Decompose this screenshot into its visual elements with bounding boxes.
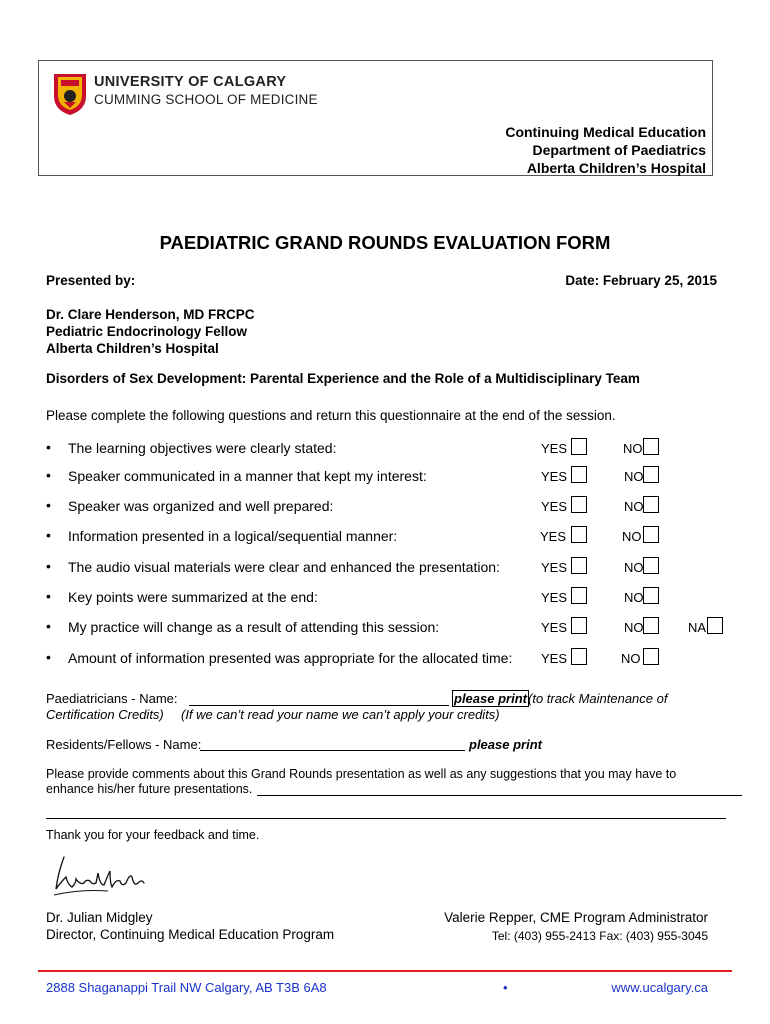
bullet: • bbox=[46, 527, 51, 543]
no-checkbox[interactable] bbox=[643, 496, 659, 513]
dept-line-2: Department of Paediatrics bbox=[532, 142, 706, 158]
director-title: Director, Continuing Medical Education Program bbox=[46, 927, 335, 942]
yes-label: YES bbox=[541, 620, 568, 635]
school-name: CUMMING SCHOOL OF MEDICINE bbox=[94, 92, 318, 107]
footer-rule bbox=[38, 970, 732, 972]
presentation-topic: Disorders of Sex Development: Parental Experience and the Role of a Multidisciplinary Team bbox=[46, 371, 640, 386]
no-checkbox[interactable] bbox=[643, 648, 659, 665]
comments-line-1[interactable] bbox=[257, 795, 742, 796]
yes-checkbox[interactable] bbox=[571, 526, 587, 543]
instructions-text: Please complete the following questions and return this questionnaire at the end of the session. bbox=[46, 408, 616, 423]
paediatricians-name-label: Paediatricians - Name: bbox=[46, 691, 178, 706]
paed-note: (to track Maintenance of bbox=[528, 691, 668, 706]
yes-checkbox[interactable] bbox=[571, 438, 587, 455]
presenter-role: Pediatric Endocrinology Fellow bbox=[46, 324, 248, 339]
thanks-text: Thank you for your feedback and time. bbox=[46, 828, 260, 842]
na-label: NA bbox=[688, 620, 707, 635]
form-title: PAEDIATRIC GRAND ROUNDS EVALUATION FORM bbox=[159, 232, 611, 253]
comments-line-2[interactable] bbox=[46, 818, 726, 819]
yes-checkbox[interactable] bbox=[571, 587, 587, 604]
please-print-residents: please print bbox=[469, 737, 542, 752]
presenter-block bbox=[46, 306, 255, 357]
yes-label: YES bbox=[541, 469, 568, 484]
yes-checkbox[interactable] bbox=[571, 466, 587, 483]
question-text: My practice will change as a result of attending this session: bbox=[68, 619, 440, 635]
certification-label: Certification Credits) bbox=[46, 707, 164, 722]
no-checkbox[interactable] bbox=[643, 617, 659, 634]
no-label: NO bbox=[624, 620, 644, 635]
no-checkbox[interactable] bbox=[643, 526, 659, 543]
yes-checkbox[interactable] bbox=[571, 648, 587, 665]
bullet: • bbox=[46, 467, 51, 483]
bullet: • bbox=[46, 497, 51, 513]
question-text: Amount of information presented was appropriate for the allocated time: bbox=[68, 650, 513, 666]
no-checkbox[interactable] bbox=[643, 438, 659, 455]
director-name: Dr. Julian Midgley bbox=[46, 910, 153, 925]
yes-label: YES bbox=[541, 651, 568, 666]
bullet: • bbox=[46, 649, 51, 665]
comments-prompt-2: enhance his/her future presentations. bbox=[46, 782, 253, 796]
no-label: NO bbox=[624, 499, 644, 514]
dept-line-1: Continuing Medical Education bbox=[505, 124, 706, 140]
bullet: • bbox=[46, 588, 51, 604]
signature-image bbox=[50, 853, 150, 898]
yes-label: YES bbox=[541, 560, 568, 575]
please-print-boxed: please print bbox=[454, 691, 527, 706]
question-text: Key points were summarized at the end: bbox=[68, 589, 318, 605]
footer-address: 2888 Shaganappi Trail NW Calgary, AB T3B 6A8 bbox=[46, 980, 327, 995]
administrator-contact: Tel: (403) 955-2413 Fax: (403) 955-3045 bbox=[491, 929, 708, 943]
yes-label: YES bbox=[540, 529, 567, 544]
no-label: NO bbox=[624, 469, 644, 484]
yes-label: YES bbox=[541, 590, 568, 605]
yes-label: YES bbox=[541, 499, 568, 514]
date-label: Date: February 25, 2015 bbox=[565, 273, 717, 288]
administrator-name: Valerie Repper, CME Program Administrator bbox=[444, 910, 708, 925]
presented-by-label: Presented by: bbox=[46, 273, 136, 288]
footer-website[interactable]: www.ucalgary.ca bbox=[611, 980, 708, 995]
bullet: • bbox=[46, 558, 51, 574]
question-text: Speaker was organized and well prepared: bbox=[68, 498, 334, 514]
comments-prompt-1: Please provide comments about this Grand Rounds presentation as well as any suggestions that you may have to bbox=[46, 767, 677, 781]
question-text: Information presented in a logical/sequential manner: bbox=[68, 528, 398, 544]
yes-label: YES bbox=[541, 441, 568, 456]
na-checkbox[interactable] bbox=[707, 617, 723, 634]
question-text: Speaker communicated in a manner that kept my interest: bbox=[68, 468, 427, 484]
presenter-institution: Alberta Children’s Hospital bbox=[46, 341, 219, 356]
no-checkbox[interactable] bbox=[643, 587, 659, 604]
bullet: • bbox=[46, 439, 51, 455]
department-block bbox=[505, 123, 706, 177]
no-label: NO bbox=[622, 529, 642, 544]
residents-name-line[interactable] bbox=[200, 750, 465, 751]
no-checkbox[interactable] bbox=[643, 557, 659, 574]
presenter-name: Dr. Clare Henderson, MD FRCPC bbox=[46, 307, 255, 322]
bullet: • bbox=[46, 618, 51, 634]
university-crest-icon bbox=[52, 70, 88, 116]
university-name: UNIVERSITY OF CALGARY bbox=[94, 74, 287, 90]
no-checkbox[interactable] bbox=[643, 466, 659, 483]
dept-line-3: Alberta Children’s Hospital bbox=[526, 160, 706, 176]
no-label: NO bbox=[624, 560, 644, 575]
no-label: NO bbox=[623, 441, 643, 456]
yes-checkbox[interactable] bbox=[571, 496, 587, 513]
certification-note: (If we can’t read your name we can’t apply your credits) bbox=[181, 707, 500, 722]
yes-checkbox[interactable] bbox=[571, 557, 587, 574]
footer-separator: • bbox=[503, 980, 508, 995]
question-text: The learning objectives were clearly stated: bbox=[68, 440, 337, 456]
paediatricians-name-line[interactable] bbox=[189, 705, 449, 706]
residents-name-label: Residents/Fellows - Name: bbox=[46, 737, 202, 752]
yes-checkbox[interactable] bbox=[571, 617, 587, 634]
no-label: NO bbox=[621, 651, 641, 666]
question-text: The audio visual materials were clear and enhanced the presentation: bbox=[68, 559, 500, 575]
no-label: NO bbox=[624, 590, 644, 605]
